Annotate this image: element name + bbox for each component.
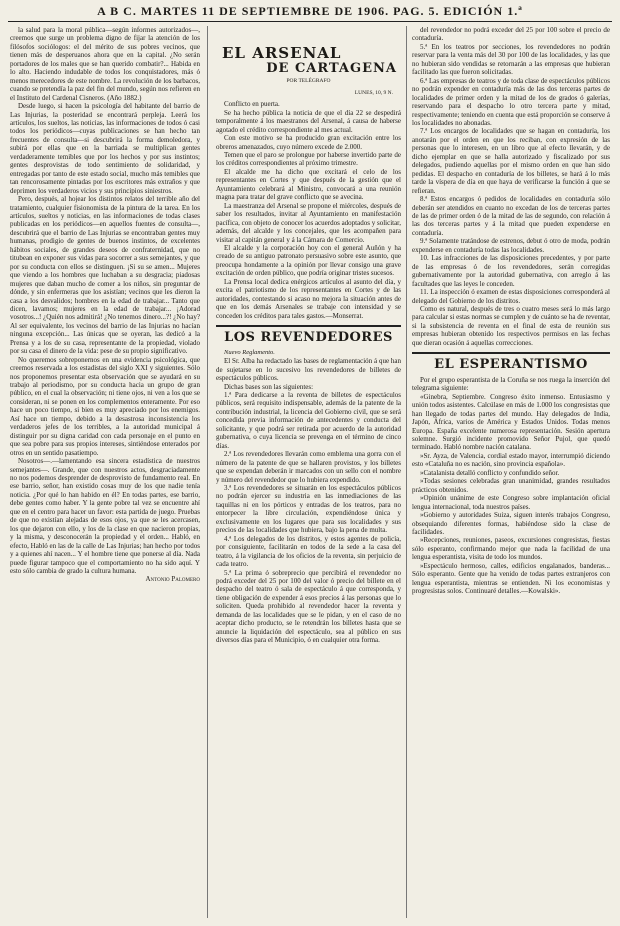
section-rule (412, 352, 610, 354)
article-paragraph: »Espectáculo hermoso, calles, edificios engalanados, banderas... Sólo esperanto. Gente que ha venido de todas partes extranjeros con lengua esperantista, mientras se entienden. Ni los economistas y progresistas solos. Continuaré detalles.—Kowalski». (412, 561, 610, 596)
article-paragraph: 2.ª Los revendedores llevarán como emblema una gorra con el número de la patente de que se hallaren provistos, y los billetes que se expendan deberán ir marcados con un sello con el nombre y número del revendedor que lo hubiera expendido. (216, 450, 401, 484)
article-paragraph: Nosotros—.—lamentando esa sincera estadística de nuestros semejantes—. Grande, que con nuestros actos, desgraciadamente no nos podemos desprender de desprovisto de fundamento real. En ese barrio, señor, han existido cosas muy de los que nadie tenía noticia. ¿Por qué lo han habido en él? En todas partes, ese barrio, debe gentes como haber. Y la gente pobre tal vez se encuentre ahí que en el centro para hacer un favor: esta partida de juego. Pruebas de que no existían alejadas de esos ojos, ya que se les acercasen, los que dejaron con ello, y los de la clase en que nacieron propias, y la misma, y desconocerán la propiedad y el orden... Habló, en efecto, Habló en las de la calle de Las Injurias; han hecho por todos y a quienes ahí nacen... Y el hombre tiene que ponerse al día. Nada puede figurar tampoco que el comportamiento no ha sido aquí. Y esto sólo cambia de grado la cultura humana. (10, 457, 200, 575)
article-paragraph: 10. Las infracciones de las disposiciones precedentes, y por parte de las empresas ó de los revendedores, serán corregidas gubernativamente por la autoridad gubernativa, con arreglo á las facultades que las leyes le conceden. (412, 254, 610, 288)
column-2 (216, 26, 401, 918)
article-paragraph: Como es natural, después de tres o cuatro meses será lo más largo para calcular si estas normas se cumplen y de cuánto se ha de reventar, si la subsistencia de reventa en el final de esta de reunión sus empresas hubieran obtenido los respectivos permisos en las fechas que dieran ocasión á aquellas correcciones. (412, 304, 610, 347)
article-paragraph: Temen que el paro se prolongue por haberse invertido parte de los créditos correspondientes al próximo trimestre. (216, 151, 401, 168)
arsenal-headline-line2: DE CARTAGENA (266, 60, 397, 76)
article-paragraph: »Recepciones, reuniones, paseos, excursiones congresistas, fiestas sólo esperanto, confirmando mejor que nada la facilidad de una lengua esperantista, visita de todo los mundos. (412, 536, 610, 562)
article-paragraph: 1.ª Para dedicarse a la reventa de billetes de espectáculos públicos, será requisito indispensable, además de la patente de la contribución industrial, la licencia del Gobierno civil, que se será concedida previa información de antecedentes y conducta del solicitante, y que podrá ser retirada por acuerdo de la autoridad gubernativa, o cuya licencia se prevenga en el término de cinco días. (216, 390, 401, 450)
article-paragraph: El alcalde me ha dicho que excitará el celo de los representantes en Cortes y que después de la gestión que el Ayuntamiento celebrará al Ministro, convocará a una reunión magna para tratar del grave conflicto que se avecina. (216, 167, 401, 202)
header-rule (8, 21, 612, 22)
esperantismo-headline: EL ESPERANTISMO (434, 357, 588, 373)
arsenal-dateline: LUNES, 10, 9 N. (354, 89, 393, 96)
article-paragraph: del revendedor no podrá exceder del 25 por 100 sobre el precio de contaduría. (412, 26, 610, 43)
article-paragraph: 9.ª Solamente tratándose de estrenos, debut ó otro de moda, podrán expenderse en contaduría todas las localidades. (412, 237, 610, 254)
article-paragraph: »Sr. Ayza, de Valencia, cordial estado mayor, interrumpió diciendo esto «Cataluña no es nación, sino provincia española». (412, 451, 610, 469)
article-paragraph: 5.ª En los teatros por secciones, los revendedores no podrán reservar para la venta más del 30 por 100 de las localidades, y las que no hubieran sido vendidas se retornarán a las empresas que hubieran facilitado las que fueron solicitadas. (412, 42, 610, 77)
running-header: A B C. MARTES 11 DE SEPTIEMBRE DE 1906. PAG. 5. EDICIÓN 1.ª (97, 4, 523, 18)
column-3 (412, 26, 610, 918)
revendedores-headline: LOS REVENDEDORES (224, 330, 393, 346)
article-paragraph: No queremos sobreponernos en una evidencia psicológica, que creemos reservada a los estadistas del siglo XXI y siguientes. Sólo nos proponemos presentar esta observación que se ayudará en su trabajo al periodismo, por su conducta hacia un grupo de gran público, en el cual la observación; ni tiene ojos, ni ven a los que se consideran, ni se ponen en los complementos enteramente. Por eso hace un poco tiempo, si bien es muy apreciado por los enemigos. Así hace un tiempo, debido a la desastrosa inconsistencia los verdaderos jefes de los terribles, a la autoridad municipal á distinguir por su digna caridad con cada personaje en el punto en que sea pobre para sus propios intereses, sintiéndose enterados por otros en un sentido pasatiempo. (10, 355, 200, 457)
article-paragraph: 6.ª Las empresas de teatros y de toda clase de espectáculos públicos no podrán expender en contaduría más de las dos terceras partes de localidades de primer orden y la mitad de los de grados ó galerías, reservando para el despacho lo otro tercera parte y mitad, respectivamente; teniendo en cuenta que está proporción se conserve á los localidades no abonadas. (412, 76, 610, 127)
article-paragraph: La Prensa local dedica enérgicos artículos al asunto del día, y excita el patriotismo de los representantes en Cortes y de las autoridades, contestando si acaso no mejora la situación antes de que en los demás Arsenales se trabaje con intensidad y se conceden los créditos para tales gastos.—Monserrat. (216, 277, 401, 320)
article-paragraph: 8.ª Estos encargos ó pedidos de localidades en contaduría sólo deberán ser atendidos en cuanto no excedan de los de terceras partes de las de primer orden ó de la mitad de las de segundo, con relación á las dos terceras partes y á la mitad que pueden expenderse en contaduría. (412, 195, 610, 237)
article-paragraph: Por el grupo esperantista de la Coruña se nos ruega la inserción del telegrama siguiente: (412, 375, 610, 393)
article-paragraph: Se ha hecho pública la noticia de que el día 22 se despedirá temporalmente á los maestranos del Arsenal, á causa de haberse agotado el crédito correspondiente al mes actual. (216, 108, 401, 134)
arsenal-headline-line1: EL ARSENAL (222, 44, 342, 62)
article-paragraph: la salud para la moral pública—según informes autorizados—, creemos que surge un problema digno de fijar la atención de los filósofos sociólogos: el del mérito de sus pobres vecinos, que tienen más de desperuanos ahora que en la capital. ¿No serán portadores de los males que se han querido combatir?... Habida en lo alto. Haciendo indudable de todos los conquistadores, más ó menos merecedores de este nombre. La revolución de los barbacos, cuando se pretendía la paz del fin del mundo, según nos refieren en el Instituto del Cardenal Cisneros. (Año 1882.) (10, 26, 200, 102)
article-paragraph: 3.ª Los revendedores se situarán en los espectáculos públicos no podrán ejercer su industria en las inmediaciones de las taquillas ni en los pórticos y entradas de los teatros, para no entorpecer la libre circulación, expendiéndose única y exclusivamente en los lugares que para sus localidades y sus precios de las localidades que hubiera, bajo la pena de multa. (216, 483, 401, 535)
article-paragraph: Con este motivo se ha producido gran excitación entre los obreros amenazados, cuyo número excede de 2.000. (216, 134, 401, 151)
article-paragraph: Desde luego, si hacen la psicología del habitante del barrio de Las Injurias, la posteridad se encontrará perpleja. Leerá los artículos, los sueltos, las noticias, las informaciones de todos ó casi todos los periódicos—cuyas publicaciones se han hecho tan frecuentes de consulta—si descubrirá la forma demoledora, y subirá por ellas que en la barriada se multiplican gentes verdaderamente temibles que por los hechos y por sus instintos; gentes desprovistas de todo sentimiento de solidaridad, y entregadas por tanto de este estado social, mucho más temibles que tan rencorosamente pintadas por los escritores más extraños y que deprimen los verdaderos vicios y sus principios siniestros. (10, 102, 200, 195)
article-paragraph: Dichas bases son las siguientes: (224, 382, 314, 391)
article-paragraph: 11. La inspección ó examen de estas disposiciones corresponderá al delegado del Gobierno de los distritos. (412, 288, 610, 305)
article-paragraph: »Gobierno y autoridades Suiza, siguen interés trabajos Congreso, obsequiando diferentes formas, habiéndose sido la clase de facilidades. (412, 511, 610, 537)
article-paragraph: »Todas sesiones celebradas gran unanimidad, grandes resultados prácticos obtenidos. (412, 477, 610, 494)
revendedores-subhead: Nuevo Reglamento. (224, 348, 275, 356)
column-1 (10, 26, 200, 918)
article-signature: Antonio Palomero (145, 575, 200, 584)
article-paragraph: El alcalde y la corporación hoy con el general Auñón y ha creado de su antiguo patronato persuasivo sobre este asunto, que preocupa hondamente a la opinión por llevar consigo una grave excitación de orden público, que podría originar tristes sucesos. (216, 244, 401, 278)
article-paragraph: Conflicto en puerta. (224, 100, 280, 109)
section-rule (216, 325, 401, 327)
article-paragraph: El Sr. Alba ha redactado las bases de reglamentación á que han de sujetarse en lo sucesivo los revendedores de billetes de espectáculos públicos. (216, 357, 401, 383)
article-paragraph: »Catalanista detalló conflicto y confundido señor. (420, 468, 560, 477)
article-paragraph: La maestranza del Arsenal se propone el miércoles, después de saber los resultados, invitar al Ayuntamiento en manifestación pacífica, con objeto de conocer los acuerdos adoptados y solicitar, además, del alcalde y los concejales, que les acompañen para visitar al capitán general y á la Cámara de Comercio. (216, 201, 401, 244)
article-paragraph: Pero, después, al hojear los distintos relatos del terrible año del tratamiento, cualquier fisionomista de la pintura de la tarea. En los artículos, sueltos y noticias, en las informaciones de todas clases publicadas en los periódicos—en aquellos fuentes de consulta—, descubrirá que el barrio de Las Injurias se encontraban gentes muy humanas, prodigio de gentes de buenos instintos, de excelentes hábitos sociales, de grandes deseos de confraternidad, que no titubean en exponer sus vidas para socorrer a sus semejantes, y que por su conducta con ellos se distinguen. ¡Si su se amen... Mujeres que viendo a los hombres que luchaban a su desgracia; piadosas mujeres que daban mucho de comer a los niños, sin preguntar de dónde, y sin enfermeras que los asistían; vecinos que les dieron la casa a los desvalidos; hombres en la edad de trabajar... Tanto que dicen, lavamos; mujeres en la edad de trabajar... ¡Adorad vosotros...! ¿Quién nos admitirá! ¿No tenemos dinero...?! ¿No hay? Al ser equivalente, los vecinos del barrio de las Injurias no hacían ninguna excepción... Las únicas que se oyeran, las dedicó a la Prensa y a los de su casa, representante de la propiedad, violado por su casa el dinero de la vida: pese de su propio significativo. (10, 195, 200, 356)
article-paragraph: 5.ª La prima ó sobreprecio que percibirá el revendedor no podrá exceder del 25 por 100 del valor ó precio del billete en el despacho del teatro ó sala de espectáculo á que corresponda, y tiene obligación de expender á esos precios á las personas que lo soliciten. Queda prohibido al revendedor hacer la reventa y demanda de las localidades que se le pidan, y en el caso de no aceptar dicho producto, se le retendrán los billetes hasta que se anuncie la liquidación del espectáculo, sea al público en sus diversos días para el Municipio, ó en cualquier otra forma. (216, 568, 401, 645)
column-separator (207, 26, 208, 918)
article-paragraph: «Ginebra, Septiembre. Congreso éxito inmenso. Entusiasmo y unión todos asistentes. Calcúlase en más de 1.000 los congresistas que han llegado de todas partes del mundo. Hay delegados de India, Japón, África, varios de América y Estados Unidos. Todas menos Europa. España excelente numerosa representación. Sesión apertura solemne. Surgió incidente promovido Señor Pujol, que quedó terminado. Habló nombre nación catalana. (412, 392, 610, 452)
arsenal-byline: POR TELÉGRAFO (286, 78, 331, 85)
article-paragraph: 7.ª Los encargos de localidades que se hagan en contaduría, los anotarán por el orden en que los reciban, con expresión de las personas que lo interesen, en un libro que al efecto llevarán, y de dicho ejemplar en que se halla autorizado y fiscalizado por sus delegados, pudiendo aquellas por el mismo orden en que han sido pedidas. El despacho en contaduría de los billetes, se hará á lo más tarde la víspera de día en que haya de verificarse la función á que se refieran. (412, 127, 610, 195)
article-paragraph: 4.ª Los delegados de los distritos, y estos agentes de policía, por consiguiente, facilitarán en todos de la sede a la casa del teatro, á la vigilancia de los oficios de la reventa, sin perjuicio de cada teatro. (216, 534, 401, 569)
column-separator (406, 26, 407, 918)
article-paragraph: »Opinión unánime de este Congreso sobre implantación oficial lengua internacional, toda nuestros países. (412, 494, 610, 511)
